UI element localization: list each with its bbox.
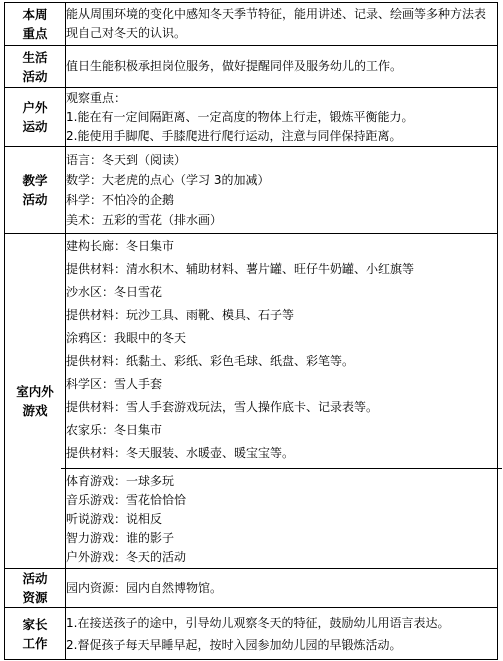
game-line: 音乐游戏：雪花恰恰恰 [66, 493, 187, 507]
teaching-line: 科学：不怕冷的企鹅 [66, 193, 175, 207]
content-parents [66, 608, 498, 660]
label-line: 室内外 [16, 384, 54, 399]
area-line: 建构长廊：冬日集市 [66, 239, 175, 253]
label-line: 家长 [22, 616, 48, 632]
parents-line: 2.督促孩子每天早睡早起，按时入园参加幼儿园的早锻炼活动。 [66, 637, 402, 652]
label-line: 活动 [22, 571, 48, 586]
label-parents [5, 608, 66, 660]
outdoor-line: 2.能使用手脚爬、手膝爬进行爬行运动，注意与同伴保持距离。 [66, 128, 402, 143]
label-line: 本周 [22, 7, 48, 22]
area-line: 农家乐：冬日集市 [66, 423, 163, 437]
outdoor-line: 1.能在有一定间隔距离、一定高度的物体上行走，锻炼平衡能力。 [66, 109, 414, 124]
label-line: 教学 [22, 173, 48, 188]
focus-text: 能从周围环境的变化中感知冬天季节特征，能用讲述、记录、绘画等多种方法表现自己对冬天的认识。 [66, 7, 487, 40]
label-line: 游戏 [22, 403, 48, 418]
row-focus [5, 3, 498, 46]
row-teaching [5, 147, 498, 234]
row-resources [5, 569, 498, 608]
weekly-plan-table [4, 2, 498, 660]
row-indoor [5, 234, 498, 569]
content-life [66, 46, 498, 88]
label-life [5, 46, 66, 88]
area-line: 涂鸦区：我眼中的冬天 [66, 331, 187, 345]
game-line: 体育游戏：一球多玩 [66, 474, 175, 488]
label-line: 活动 [22, 68, 48, 84]
area-line: 提供材料：纸黏土、彩纸、彩色毛球、纸盘、彩笔等。 [66, 354, 355, 368]
parents-line: 1.在接送孩子的途中，引导幼儿观察冬天的特征，鼓励幼儿用语言表达。 [66, 615, 450, 630]
teaching-line: 语言：冬天到（阅读） [66, 153, 187, 167]
content-resources [66, 569, 498, 608]
label-line: 户外 [22, 100, 48, 115]
label-resources [5, 569, 66, 608]
game-line: 户外游戏：冬天的活动 [66, 550, 187, 564]
game-line: 智力游戏：谁的影子 [66, 531, 175, 545]
area-line: 沙水区：冬日雪花 [66, 285, 163, 299]
content-outdoor [66, 88, 498, 147]
area-line: 提供材料：玩沙工具、雨靴、模具、石子等 [66, 308, 295, 322]
resources-text: 园内资源：园内自然博物馆。 [66, 580, 223, 595]
content-indoor [66, 234, 498, 569]
label-focus [5, 3, 66, 46]
teaching-line: 数学：大老虎的点心（学习 3的加减） [66, 173, 270, 187]
label-line: 资源 [22, 590, 48, 605]
life-text: 值日生能积极承担岗位服务，做好提醒同伴及服务幼儿的工作。 [66, 59, 403, 73]
row-parents [5, 608, 498, 660]
row-outdoor [5, 88, 498, 147]
label-indoor [5, 234, 66, 569]
label-outdoor [5, 88, 66, 147]
area-line: 提供材料：雪人手套游戏玩法，雪人操作底卡、记录表等。 [66, 400, 379, 414]
label-teaching [5, 147, 66, 234]
area-line: 科学区：雪人手套 [66, 377, 163, 391]
content-focus [66, 3, 498, 46]
section-divider [61, 468, 502, 469]
label-line: 活动 [22, 192, 48, 207]
game-line: 听说游戏：说相反 [66, 512, 163, 526]
teaching-line: 美术：五彩的雪花（排水画） [66, 213, 223, 227]
label-line: 重点 [22, 26, 48, 41]
row-life [5, 46, 498, 88]
area-line: 提供材料：清水积木、辅助材料、薯片罐、旺仔牛奶罐、小红旗等 [66, 262, 415, 276]
label-line: 运动 [22, 119, 48, 134]
label-line: 工作 [22, 635, 48, 651]
content-teaching [66, 147, 498, 234]
label-line: 生活 [22, 49, 48, 65]
outdoor-line: 观察重点： [66, 90, 127, 105]
area-line: 提供材料：冬天服装、水暖壶、暖宝宝等。 [66, 446, 295, 460]
